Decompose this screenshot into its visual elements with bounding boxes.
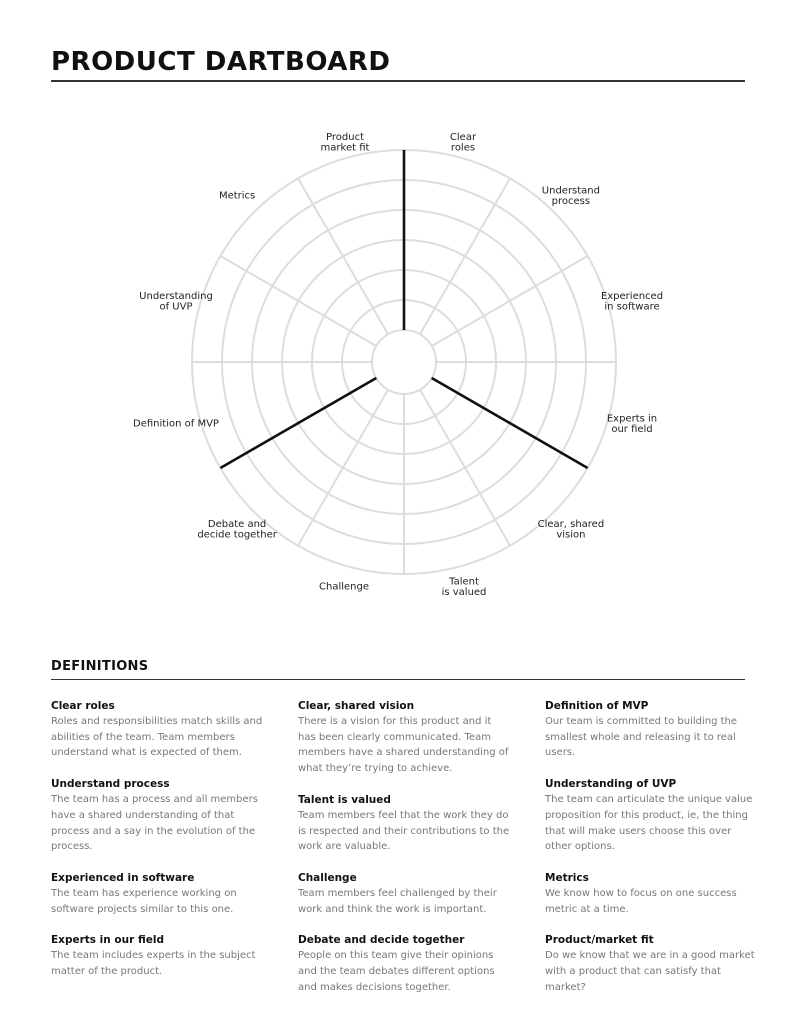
definition-text-line: what they’re trying to achieve. bbox=[298, 763, 453, 775]
dartboard-divider-line bbox=[220, 378, 376, 468]
segment-label-line: market fit bbox=[320, 142, 370, 154]
segment-label-line: Experts in bbox=[606, 413, 658, 425]
definition-text-line: The team has experience working on bbox=[51, 887, 237, 899]
segment-label-line: of UVP bbox=[159, 301, 193, 313]
segment-label-line: is valued bbox=[441, 586, 487, 598]
definition-text-line: users. bbox=[545, 747, 576, 759]
segment-label-line: Debate and bbox=[207, 519, 267, 531]
definition-term: Clear, shared vision bbox=[298, 700, 415, 712]
definition-item bbox=[51, 871, 266, 917]
definition-text-line: Roles and responsibilities match skills and bbox=[51, 716, 263, 727]
definition-text-line: work and think the work is important. bbox=[298, 903, 487, 915]
segment-label-line: Talent bbox=[449, 576, 479, 588]
definition-text-line: smallest whole and releasing it to real bbox=[545, 731, 736, 743]
definition-text-line: process. bbox=[51, 841, 93, 853]
definition-term: Definition of MVP bbox=[545, 700, 649, 712]
definition-text-line: Do we know that we are in a good market bbox=[545, 950, 755, 962]
definition-text-line: software projects similar to this one. bbox=[51, 903, 234, 915]
definition-text-line: process and a say in the evolution of the bbox=[51, 825, 256, 837]
definition-text-line: have a shared understanding of that bbox=[51, 809, 235, 821]
definition-term: Talent is valued bbox=[298, 793, 391, 806]
segment-label-clear-shared-vision bbox=[538, 519, 605, 541]
definition-item bbox=[545, 871, 760, 917]
dartboard-spoke bbox=[298, 178, 388, 334]
dartboard-divider-line bbox=[432, 378, 588, 468]
dartboard-spoke bbox=[420, 178, 510, 334]
definition-text-line: work are valuable. bbox=[298, 841, 391, 853]
definition-term: Clear roles bbox=[51, 700, 115, 712]
definitions-title: DEFINITIONS bbox=[51, 659, 149, 674]
definition-term: Understanding of UVP bbox=[545, 778, 677, 791]
definition-text-line: that will make users choose this over bbox=[545, 825, 732, 837]
dartboard-spoke bbox=[220, 256, 376, 346]
definition-text-line: Team members feel that the work they do bbox=[298, 809, 509, 821]
definition-text-line: There is a vision for this product and it bbox=[298, 716, 492, 727]
definition-term: Challenge bbox=[298, 871, 357, 884]
dartboard-bullseye bbox=[372, 330, 436, 394]
segment-label-understand-process bbox=[542, 185, 600, 207]
definition-term: Experts in our field bbox=[51, 934, 164, 947]
definition-text-line: proposition for this product, ie, the thing bbox=[545, 809, 748, 821]
definition-text-line: Team members feel challenged by their bbox=[298, 887, 497, 899]
definition-text-line: The team can articulate the unique value bbox=[545, 794, 753, 806]
definition-text-line: People on this team give their opinions bbox=[298, 950, 494, 962]
dartboard-spoke bbox=[432, 256, 588, 346]
definition-item bbox=[545, 699, 760, 761]
definition-item bbox=[298, 933, 513, 995]
page-title: PRODUCT DARTBOARD bbox=[51, 47, 391, 77]
definition-term: Debate and decide together bbox=[298, 934, 465, 947]
definition-item bbox=[298, 793, 513, 855]
definitions-column-1 bbox=[51, 699, 266, 996]
segment-label-line: process bbox=[551, 195, 591, 207]
dartboard-spoke bbox=[420, 390, 510, 546]
definition-text-line: has been clearly communicated. Team bbox=[298, 731, 491, 743]
definition-text-line: Our team is committed to building the bbox=[545, 716, 738, 727]
definition-item bbox=[51, 699, 266, 761]
definition-text-line: and the team debates different options bbox=[298, 966, 495, 978]
definition-term: Metrics bbox=[545, 871, 589, 884]
segment-label-challenge bbox=[319, 582, 369, 593]
definition-item bbox=[51, 777, 266, 855]
definitions-column-2 bbox=[298, 699, 513, 1011]
definition-text-line: The team has a process and all members bbox=[51, 794, 258, 806]
title-divider bbox=[51, 80, 745, 82]
segment-label-talent-is-valued bbox=[442, 576, 487, 598]
segment-label-line: Understand bbox=[541, 185, 601, 197]
definition-term: Product/market fit bbox=[545, 934, 654, 947]
dartboard bbox=[0, 95, 800, 620]
definition-text-line: members have a shared understanding of bbox=[298, 747, 509, 759]
segment-label-line: in software bbox=[604, 301, 660, 313]
segment-label-debate-and-decide-together bbox=[197, 519, 277, 541]
definition-text-line: metric at a time. bbox=[545, 903, 629, 915]
segment-label-experts-in-our-field bbox=[607, 413, 657, 435]
segment-label-line: Product bbox=[326, 132, 364, 143]
dartboard-spoke bbox=[298, 390, 388, 546]
definition-text-line: and makes decisions together. bbox=[298, 981, 451, 993]
definition-item bbox=[51, 933, 266, 979]
definition-text-line: market? bbox=[545, 981, 586, 993]
definition-item bbox=[298, 699, 513, 777]
definition-text-line: understand what is expected of them. bbox=[51, 747, 242, 759]
definition-item bbox=[545, 933, 760, 995]
definition-text-line: The team includes experts in the subject bbox=[51, 950, 256, 962]
segment-label-line: roles bbox=[450, 142, 476, 154]
segment-label-line: Challenge bbox=[319, 581, 369, 593]
segment-label-definition-of-mvp bbox=[133, 419, 219, 430]
segment-label-experienced-in-software bbox=[601, 291, 663, 313]
definition-text-line: abilities of the team. Team members bbox=[51, 731, 235, 743]
segment-label-line: our field bbox=[611, 423, 653, 435]
definitions-divider bbox=[51, 679, 745, 680]
segment-label-line: Clear bbox=[449, 132, 477, 143]
segment-label-understanding-of-uvp bbox=[139, 291, 213, 313]
definition-text-line: matter of the product. bbox=[51, 966, 163, 978]
segment-label-line: Clear, shared bbox=[537, 519, 605, 531]
segment-label-line: Metrics bbox=[218, 190, 256, 202]
segment-label-line: Definition of MVP bbox=[133, 418, 219, 430]
definition-text-line: with a product that can satisfy that bbox=[545, 966, 721, 978]
segment-label-line: Understanding bbox=[139, 291, 213, 303]
definitions-column-3 bbox=[545, 699, 760, 1011]
segment-label-line: decide together bbox=[197, 529, 277, 541]
definition-term: Experienced in software bbox=[51, 871, 195, 884]
segment-label-line: vision bbox=[556, 529, 586, 541]
definition-text-line: is respected and their contributions to the bbox=[298, 825, 510, 837]
segment-label-line: Experienced bbox=[600, 291, 664, 303]
definition-term: Understand process bbox=[51, 778, 170, 791]
segment-label-metrics bbox=[219, 191, 255, 202]
definition-text-line: other options. bbox=[545, 841, 615, 853]
definition-item bbox=[545, 777, 760, 855]
definition-text-line: We know how to focus on one success bbox=[545, 887, 737, 899]
segment-label-product-market-fit bbox=[321, 132, 370, 154]
segment-label-clear-roles bbox=[450, 132, 477, 154]
definition-item bbox=[298, 871, 513, 917]
